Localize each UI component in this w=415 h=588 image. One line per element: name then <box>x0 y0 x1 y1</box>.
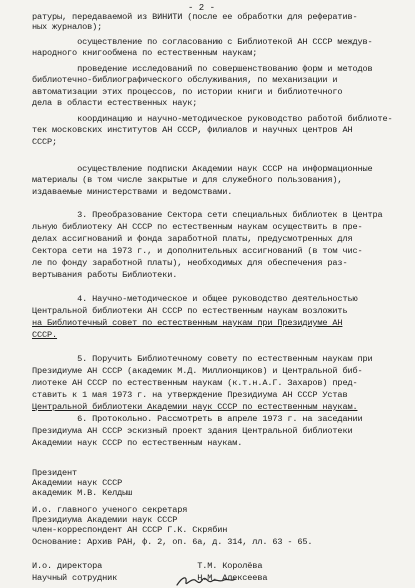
line-2: осуществление по согласованию с Библиотекой АН СССР междув- <box>32 37 373 47</box>
line-26: СССР. <box>32 330 58 340</box>
line-13: материалы (в том числе закрытые и для служебного пользования), <box>32 175 343 185</box>
line-35: Академии наук СССР по естественным наукам. <box>32 438 243 448</box>
line-40: академик М.В. Келдыш <box>32 488 133 498</box>
line-8: координацию и научно-методическое руководство работой библиоте- <box>32 114 393 124</box>
line-21: вертывания работы Библиотеки. <box>32 270 178 280</box>
line-39: Академии наук СССР <box>32 478 123 488</box>
line-19: Сектора сети на 1973 г., и дополнительных ассигнований (в том чис- <box>32 246 363 256</box>
line-29: Президиуме АН СССР (академик М.Д. Миллионщиков) и Центральной биб- <box>32 366 363 376</box>
line-4: проведение исследований по совершенствованию форм и методов <box>32 64 373 74</box>
line-5: библиотечно-библиографического обслуживания, по механизации и <box>32 75 338 85</box>
line-16: 3. Преобразование Сектора сети специальных библиотек в Центра <box>32 210 383 220</box>
line-10: СССР; <box>32 137 58 147</box>
line-3: народного книгообмена по естественным наукам; <box>32 48 258 58</box>
line-25: на Библиотечный совет по естественным наукам при Президиуме АН <box>32 318 343 328</box>
line-14: издаваемые министерствами и ведомствами. <box>32 187 233 197</box>
line-23: 4. Научно-методическое и общее руководство деятельностью <box>32 294 358 304</box>
page-number: - 2 - <box>188 3 216 13</box>
line-38: Президент <box>32 468 78 478</box>
line-7: дела в области естественных наук; <box>32 98 198 108</box>
line-42: И.о. главного ученого секретаря <box>32 505 188 515</box>
line-1: ных журналов); <box>32 22 103 32</box>
line-30: лиотеке АН СССР по естественным наукам (к.т.н.А.Г. Захаров) пред- <box>32 378 358 388</box>
line-12: осуществление подписки Академии наук СССР на информационные <box>32 164 373 174</box>
line-43: Президиума Академии наук СССР <box>32 515 178 525</box>
line-47: И.о. директора Т.М. Королёва <box>32 561 263 571</box>
line-45: Основание: Архив РАН, ф. 2, оп. 6а, д. 314, лл. 63 - 65. <box>32 537 313 547</box>
line-0: ратуры, передаваемой из ВИНИТИ (после ее обработки для рефератив- <box>32 12 358 22</box>
line-9: тек московских институтов АН СССР, филиалов и научных центров АН <box>32 125 353 135</box>
line-31: ставить к 1 мая 1973 г. на утверждение Президиума АН СССР Устав <box>32 390 348 400</box>
line-18: делах ассигнований и фонда заработной платы, предусмотренных для <box>32 234 353 244</box>
line-32: Центральной библиотеки Академии наук СССР по естественным наукам. <box>32 402 358 412</box>
line-33: 6. Протокольно. Рассмотреть в апреле 1973 г. на заседании <box>32 414 363 424</box>
line-34: Президиума АН СССР эскизный проект здания Центральной библиотеки <box>32 426 353 436</box>
line-20: ле по фонду заработной платы), необходимых для обеспечения раз- <box>32 258 348 268</box>
signature-mark <box>175 574 237 588</box>
line-17: льную библиотеку АН СССР по естественным наукам осуществить в пре- <box>32 222 363 232</box>
line-28: 5. Поручить Библиотечному совету по естественным наукам при <box>32 354 373 364</box>
line-48: Научный сотрудник Н.М. Алексеева <box>32 573 268 583</box>
line-24: Центральной библиотеки АН СССР по естественным наукам возложить <box>32 306 348 316</box>
line-6: автоматизации этих процессов, по истории книги и библиотечного <box>32 87 343 97</box>
line-44: член-корреспондент АН СССР Г.К. Скрябин <box>32 525 228 535</box>
